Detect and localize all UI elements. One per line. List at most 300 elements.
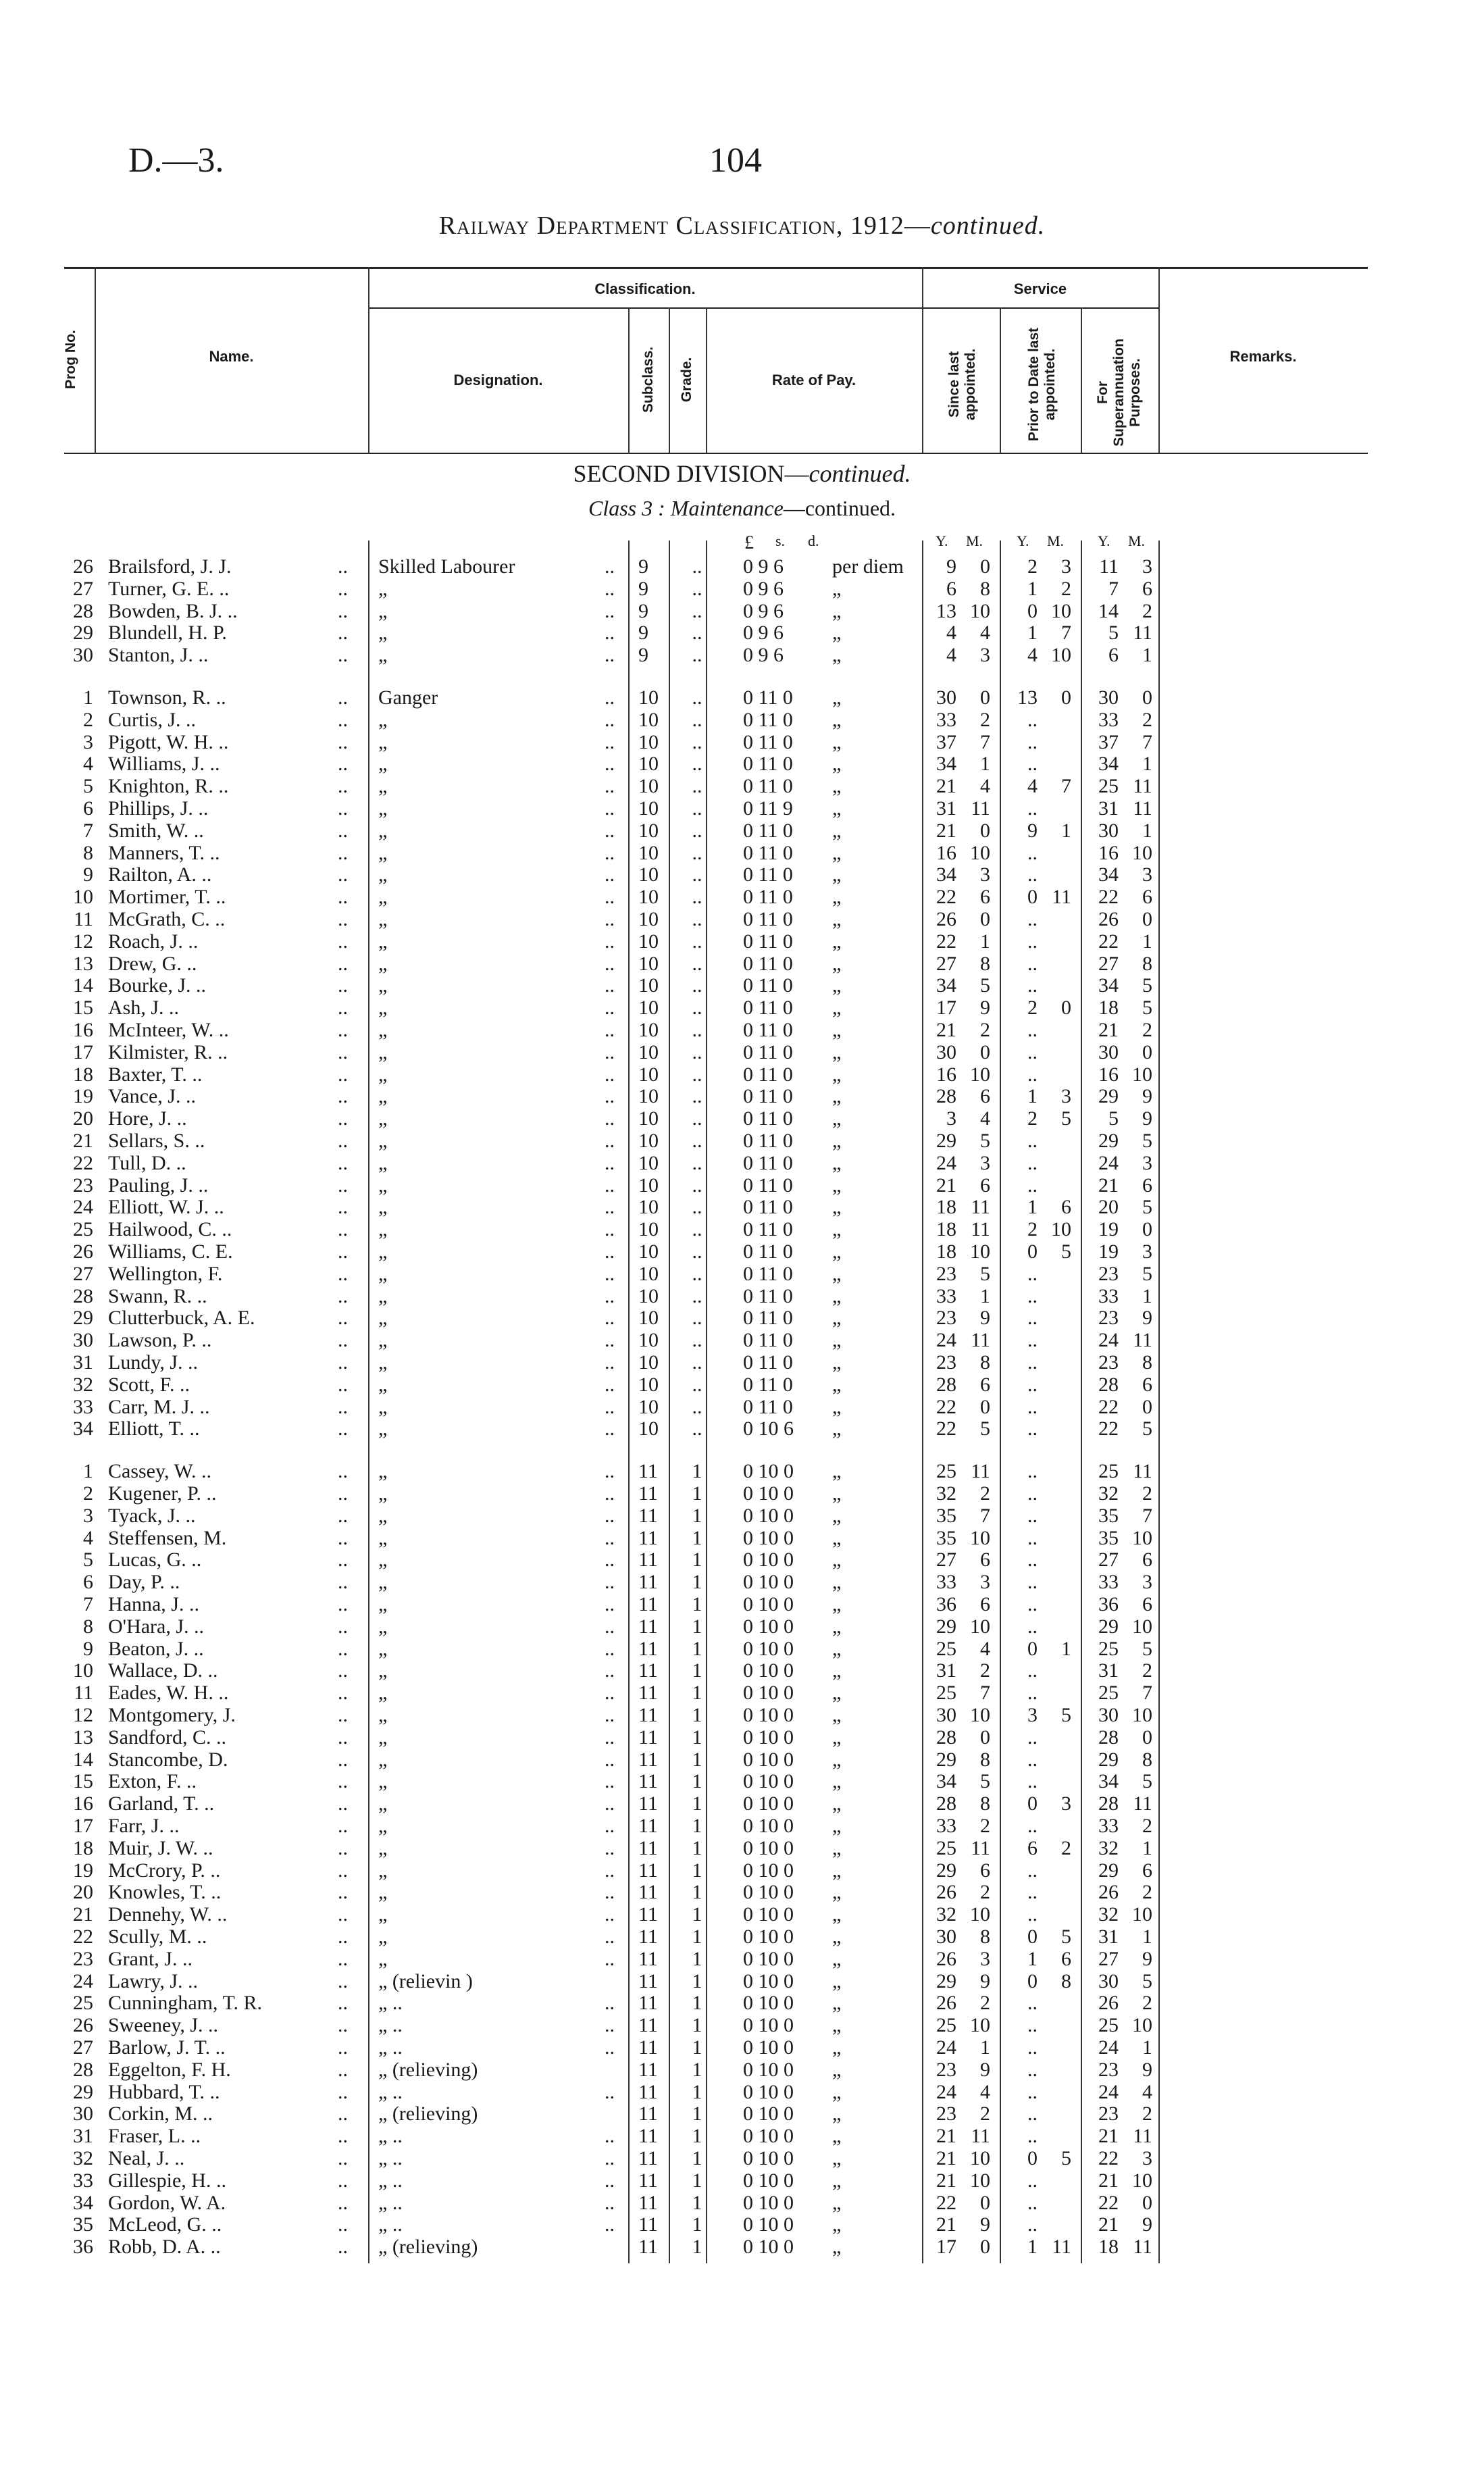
grade: .. [692,1329,702,1352]
prog-number: 23 [73,1947,93,1970]
since-years: 23 [936,1262,956,1285]
employee-name: Barlow, J. T. .. [108,2036,226,2059]
since-months: 8 [980,1792,990,1815]
since-years: 28 [936,1792,956,1815]
since-years: 21 [936,2147,956,2169]
col-divider [628,307,630,453]
pay-period: „ [832,2191,842,2214]
super-months: 2 [1142,2103,1152,2125]
designation: „ [378,930,388,953]
grade: .. [692,1063,702,1086]
super-months: 8 [1142,1748,1152,1771]
prior-years: .. [1027,1307,1038,1330]
col-service: Service [1013,280,1067,297]
since-months: 6 [980,1859,990,1882]
super-months: 10 [1132,1903,1152,1926]
table-row [0,1660,1484,1682]
table-row [0,2170,1484,2192]
leader-dots: .. [338,1748,348,1771]
pay-period: „ [832,1637,842,1660]
table-row [0,1374,1484,1396]
pay-period: „ [832,1571,842,1594]
pay-period: „ [832,2236,842,2259]
designation: „ [378,863,388,886]
since-months: 2 [980,1482,990,1505]
rate-of-pay: 0 10 0 [743,1903,794,1926]
table-row [0,1594,1484,1615]
employee-name: Elliott, W. J. .. [108,1196,224,1219]
super-months: 0 [1142,1726,1152,1748]
rate-of-pay: 0 10 0 [743,2147,794,2169]
prior-years: .. [1027,908,1038,930]
rate-of-pay: 0 10 6 [743,1417,794,1440]
since-years: 4 [946,622,956,645]
super-years: 21 [1098,2169,1119,2192]
prior-years: .. [1027,1682,1038,1705]
subclass: 11 [638,1504,658,1527]
since-years: 27 [936,1549,956,1571]
table-row [0,1352,1484,1374]
table-row [0,2015,1484,2036]
prior-years: .. [1027,2169,1038,2192]
super-years: 5 [1108,622,1119,645]
prog-number: 9 [83,863,93,886]
subclass: 10 [638,1040,659,1063]
leader-dots: .. [605,730,615,753]
since-months: 2 [980,1815,990,1837]
grade: 1 [692,1704,702,1726]
prog-number: 34 [73,2191,93,2214]
grade: 1 [692,1726,702,1748]
prior-months: 3 [1061,1085,1071,1108]
super-months: 3 [1142,863,1152,886]
leader-dots: .. [338,1395,348,1418]
grade: 1 [692,2213,702,2236]
prog-number: 29 [73,622,93,645]
super-months: 6 [1142,1373,1152,1396]
table-row [0,1330,1484,1351]
grade: 1 [692,1504,702,1527]
leader-dots: .. [605,1881,615,1904]
leader-dots: .. [605,1130,615,1152]
table-row [0,1948,1484,1970]
since-months: 2 [980,1019,990,1041]
col-since-last: Since last appointed. [946,348,978,421]
super-months: 8 [1142,952,1152,975]
designation: „ [378,819,388,842]
unit-years-super: Y. [1098,532,1110,549]
col-classification: Classification. [594,280,696,297]
prior-years: .. [1027,1571,1038,1594]
since-months: 2 [980,2103,990,2125]
subclass: 11 [638,1969,658,1992]
pay-period: „ [832,930,842,953]
pay-period: „ [832,1815,842,1837]
super-years: 34 [1098,1770,1119,1793]
designation: „ [378,1460,388,1483]
subclass: 10 [638,708,659,731]
super-years: 34 [1098,863,1119,886]
subclass: 11 [638,1947,658,1970]
rate-of-pay: 0 10 0 [743,1637,794,1660]
super-years: 26 [1098,908,1119,930]
prog-number: 17 [73,1040,93,1063]
prior-years: 0 [1027,2147,1038,2169]
rate-of-pay: 0 9 6 [743,644,784,667]
since-years: 30 [936,1926,956,1948]
since-months: 2 [980,1992,990,2015]
table-row [0,1571,1484,1593]
prior-years: 0 [1027,1792,1038,1815]
employee-name: McLeod, G. .. [108,2213,222,2236]
since-years: 21 [936,2169,956,2192]
since-years: 29 [936,1748,956,1771]
super-months: 11 [1133,2125,1152,2148]
employee-name: Sweeney, J. .. [108,2014,219,2037]
since-months: 10 [970,1526,990,1549]
col-divider [1081,307,1082,453]
since-months: 3 [980,1151,990,1174]
leader-dots: .. [605,1063,615,1086]
subclass: 10 [638,1284,659,1307]
grade: .. [692,886,702,909]
grade: .. [692,775,702,798]
employee-name: Exton, F. .. [108,1770,197,1793]
designation: „ [378,622,388,645]
leader-dots: .. [605,775,615,798]
prior-years: .. [1027,2058,1038,2081]
leader-dots: .. [338,2213,348,2236]
rate-of-pay: 0 11 0 [743,1351,793,1374]
rate-of-pay: 0 11 0 [743,1174,793,1197]
rate-of-pay: 0 11 0 [743,1130,793,1152]
employee-name: Knowles, T. .. [108,1881,222,1904]
prog-number: 2 [83,708,93,731]
unit-pounds: £ [744,532,754,553]
leader-dots: .. [605,1770,615,1793]
leader-dots: .. [338,2058,348,2081]
pay-period: „ [832,1504,842,1527]
super-months: 0 [1142,2191,1152,2214]
super-years: 29 [1098,1085,1119,1108]
grade: .. [692,1262,702,1285]
prog-number: 3 [83,1504,93,1527]
employee-name: Lawson, P. .. [108,1329,212,1352]
prior-years: .. [1027,1482,1038,1505]
prior-months: 1 [1061,819,1071,842]
grade: 1 [692,1903,702,1926]
leader-dots: .. [338,1240,348,1263]
prog-number: 29 [73,1307,93,1330]
leader-dots: .. [338,2014,348,2037]
super-years: 23 [1098,2103,1119,2125]
since-months: 1 [980,1284,990,1307]
leader-dots: .. [338,1040,348,1063]
prog-number: 18 [73,1063,93,1086]
since-years: 17 [936,2236,956,2259]
grade: 1 [692,1836,702,1859]
prior-years: .. [1027,1063,1038,1086]
prior-years: .. [1027,974,1038,997]
since-years: 21 [936,2125,956,2148]
subclass: 11 [638,1881,658,1904]
employee-name: Hailwood, C. .. [108,1218,232,1241]
prior-years: .. [1027,1284,1038,1307]
pay-period: „ [832,797,842,820]
pay-period: „ [832,708,842,731]
leader-dots: .. [338,1903,348,1926]
grade: .. [692,577,702,600]
super-months: 8 [1142,1351,1152,1374]
subclass: 11 [638,1593,658,1615]
super-years: 33 [1098,1571,1119,1594]
table-row [0,622,1484,644]
prog-number: 24 [73,1196,93,1219]
super-months: 5 [1142,1969,1152,1992]
designation: „ [378,1107,388,1130]
leader-dots: .. [338,797,348,820]
prog-number: 1 [83,686,93,709]
designation: „ [378,1526,388,1549]
leader-dots: .. [338,974,348,997]
grade: 1 [692,1526,702,1549]
prog-number: 19 [73,1085,93,1108]
since-months: 4 [980,622,990,645]
prog-number: 2 [83,1482,93,1505]
table-row [0,1815,1484,1837]
since-months: 8 [980,1748,990,1771]
rate-of-pay: 0 10 0 [743,1526,794,1549]
since-months: 0 [980,908,990,930]
table-row [0,1153,1484,1174]
super-years: 37 [1098,730,1119,753]
leader-dots: .. [605,1284,615,1307]
table-row [0,1549,1484,1571]
rate-of-pay: 0 11 0 [743,863,793,886]
super-years: 31 [1098,1926,1119,1948]
pay-period: „ [832,1792,842,1815]
super-months: 5 [1142,1417,1152,1440]
leader-dots: .. [605,1903,615,1926]
super-months: 2 [1142,599,1152,622]
prior-months: 5 [1061,1240,1071,1263]
since-months: 3 [980,1947,990,1970]
prior-years: .. [1027,1174,1038,1197]
rate-of-pay: 0 11 0 [743,841,793,864]
since-years: 22 [936,1395,956,1418]
designation: „ [378,1815,388,1837]
super-years: 27 [1098,1549,1119,1571]
designation: „ [378,1682,388,1705]
since-years: 33 [936,1815,956,1837]
since-months: 0 [980,686,990,709]
pay-period: „ [832,1682,842,1705]
prior-months: 5 [1061,1107,1071,1130]
designation: „ (relieving) [378,2058,478,2081]
grade: 1 [692,2169,702,2192]
designation: „ [378,1615,388,1638]
table-row [0,1528,1484,1549]
super-years: 26 [1098,1992,1119,2015]
grade: .. [692,1218,702,1241]
prior-years: .. [1027,1373,1038,1396]
pay-period: „ [832,2213,842,2236]
prior-years: 1 [1027,1085,1038,1108]
leader-dots: .. [338,1130,348,1152]
leader-dots: .. [338,1482,348,1505]
super-years: 26 [1098,1881,1119,1904]
super-years: 29 [1098,1615,1119,1638]
subclass: 10 [638,753,659,776]
since-years: 31 [936,1659,956,1682]
table-top-rule [64,267,1368,269]
leader-dots: .. [338,753,348,776]
table-row [0,1418,1484,1440]
designation: „ [378,1859,388,1882]
employee-name: Hanna, J. .. [108,1593,199,1615]
grade: 1 [692,1881,702,1904]
prior-months: 1 [1061,1637,1071,1660]
pay-period: „ [832,886,842,909]
super-years: 23 [1098,1351,1119,1374]
since-months: 0 [980,819,990,842]
class-heading [0,496,1484,521]
super-months: 9 [1142,2058,1152,2081]
subclass: 10 [638,1395,659,1418]
grade: 1 [692,2191,702,2214]
super-months: 0 [1142,686,1152,709]
super-years: 28 [1098,1792,1119,1815]
leader-dots: .. [338,997,348,1020]
since-years: 33 [936,1284,956,1307]
rate-of-pay: 0 11 0 [743,819,793,842]
leader-dots: .. [338,886,348,909]
leader-dots: .. [605,1726,615,1748]
subclass: 10 [638,841,659,864]
super-months: 11 [1133,2236,1152,2259]
designation: „ [378,886,388,909]
leader-dots: .. [338,1417,348,1440]
designation: „ [378,1218,388,1241]
leader-dots: .. [605,930,615,953]
rate-of-pay: 0 11 0 [743,1063,793,1086]
prog-number: 14 [73,1748,93,1771]
prior-years: .. [1027,1395,1038,1418]
prog-number: 13 [73,1726,93,1748]
employee-name: Vance, J. .. [108,1085,196,1108]
designation: „ [378,1373,388,1396]
leader-dots: .. [338,2236,348,2259]
rate-of-pay: 0 10 0 [743,1992,794,2015]
prior-years: .. [1027,1262,1038,1285]
leader-dots: .. [605,1085,615,1108]
table-row [0,732,1484,753]
prior-years: .. [1027,1615,1038,1638]
since-months: 10 [970,1704,990,1726]
prior-years: .. [1027,708,1038,731]
rate-of-pay: 0 10 0 [743,1549,794,1571]
since-months: 4 [980,1637,990,1660]
super-years: 19 [1098,1240,1119,1263]
designation: „ [378,1571,388,1594]
since-years: 9 [946,555,956,578]
grade: 1 [692,1637,702,1660]
super-years: 32 [1098,1836,1119,1859]
since-years: 21 [936,775,956,798]
table-row [0,1064,1484,1086]
employee-name: Tyack, J. .. [108,1504,196,1527]
since-months: 8 [980,1926,990,1948]
pay-period: „ [832,1063,842,1086]
table-row [0,1483,1484,1505]
since-months: 3 [980,1571,990,1594]
subclass: 10 [638,1107,659,1130]
super-years: 24 [1098,2080,1119,2103]
leader-dots: .. [338,1262,348,1285]
subclass: 11 [638,1926,658,1948]
rate-of-pay: 0 10 0 [743,1682,794,1705]
rate-of-pay: 0 11 9 [743,797,793,820]
leader-dots: .. [338,1770,348,1793]
prior-years: .. [1027,1903,1038,1926]
table-row [0,1727,1484,1748]
table-row [0,1461,1484,1482]
grade: 1 [692,2014,702,2037]
leader-dots: .. [605,1504,615,1527]
super-years: 16 [1098,1063,1119,1086]
prog-number: 4 [83,1526,93,1549]
subclass: 11 [638,1637,658,1660]
super-months: 6 [1142,577,1152,600]
super-years: 27 [1098,1947,1119,1970]
prog-number: 21 [73,1903,93,1926]
prior-years: .. [1027,1593,1038,1615]
super-months: 1 [1142,1836,1152,1859]
pay-period: „ [832,2147,842,2169]
leader-dots: .. [338,1085,348,1108]
since-months: 10 [970,2014,990,2037]
prior-years: 0 [1027,1926,1038,1948]
subclass: 11 [638,1549,658,1571]
since-years: 34 [936,974,956,997]
employee-name: Steffensen, M. [108,1526,227,1549]
since-months: 0 [980,2191,990,2214]
since-years: 29 [936,1130,956,1152]
unit-months-prior: M. [1047,532,1065,549]
since-years: 30 [936,1704,956,1726]
grade: .. [692,1040,702,1063]
subclass: 11 [638,2191,658,2214]
prog-number: 28 [73,2058,93,2081]
leader-dots: .. [338,708,348,731]
since-years: 34 [936,863,956,886]
employee-name: Cassey, W. .. [108,1460,212,1483]
leader-dots: .. [338,1881,348,1904]
grade: .. [692,686,702,709]
table-row [0,687,1484,709]
since-years: 21 [936,2213,956,2236]
leader-dots: .. [338,1947,348,1970]
rate-of-pay: 0 9 6 [743,577,784,600]
table-row [0,1682,1484,1704]
col-prior-to-date: Prior to Date last appointed. [1026,327,1058,442]
super-months: 2 [1142,1482,1152,1505]
employee-name: Day, P. .. [108,1571,180,1594]
division-suffix: continued. [809,460,911,487]
super-years: 23 [1098,1262,1119,1285]
rate-of-pay: 0 10 0 [743,1460,794,1483]
table-row [0,2214,1484,2236]
